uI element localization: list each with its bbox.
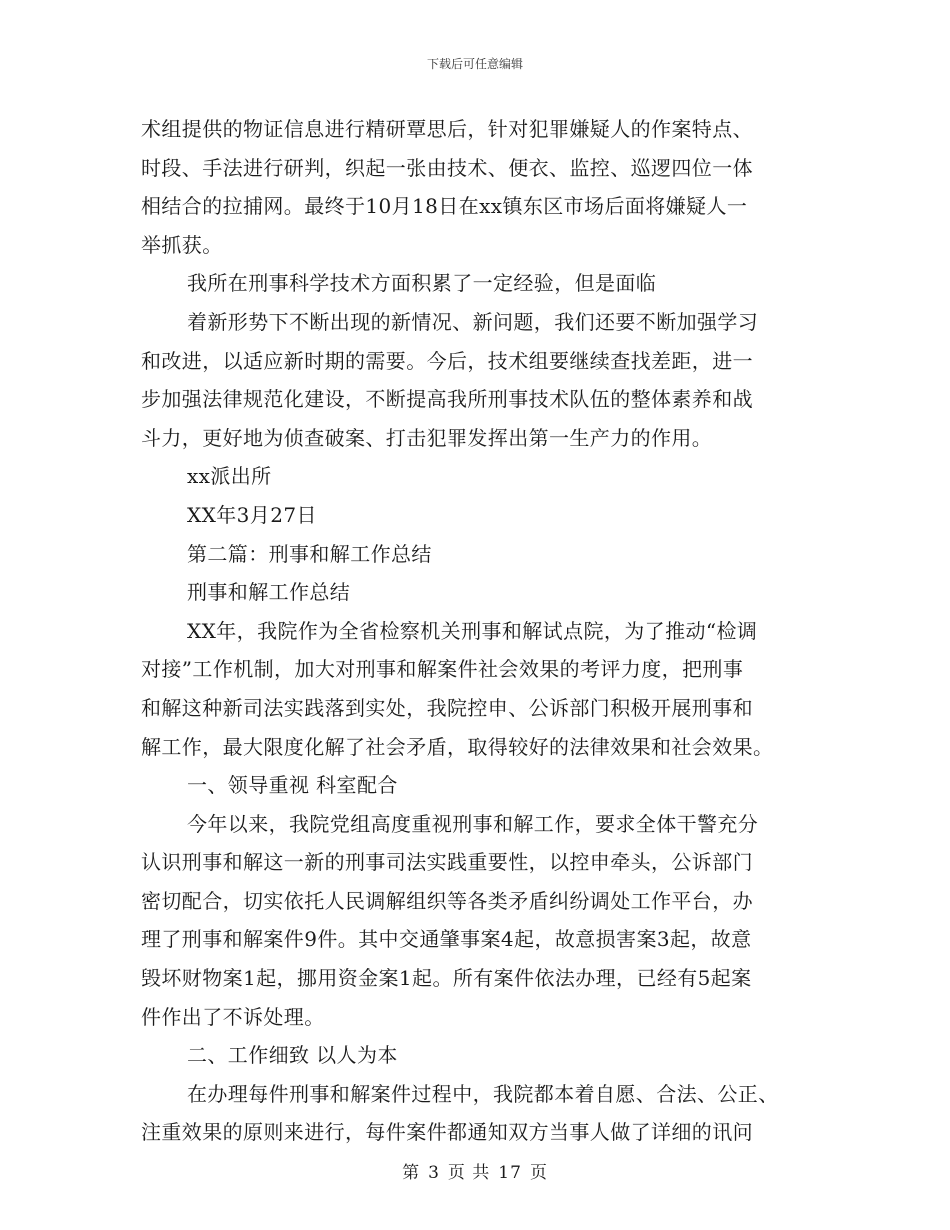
text-line: 在办理每件刑事和解案件过程中，我院都本着自愿、合法、公正、	[187, 1081, 779, 1106]
text-line: 着新形势下不断出现的新情况、新问题，我们还要不断加强学习	[187, 309, 759, 334]
text-line: 解工作，最大限度化解了社会矛盾，取得较好的法律效果和社会效果。	[141, 734, 774, 759]
text-line: 密切配合，切实依托人民调解组织等各类矛盾纠纷调处工作平台，办	[141, 888, 753, 913]
text-line: 注重效果的原则来进行，每件案件都通知双方当事人做了详细的讯问	[141, 1120, 753, 1145]
text-line: 斗力，更好地为侦查破案、打击犯罪发挥出第一生产力的作用。	[141, 425, 713, 450]
text-line: 第二篇：刑事和解工作总结	[187, 541, 432, 566]
text-line: 一、领导重视 科室配合	[187, 773, 398, 798]
text-line: XX年，我院作为全省检察机关刑事和解试点院，为了推动“检调	[187, 618, 758, 643]
text-line: 步加强法律规范化建设，不断提高我所刑事技术队伍的整体素养和战	[141, 387, 753, 412]
footer-prefix: 第	[402, 1163, 421, 1183]
text-line: 认识刑事和解这一新的刑事司法实践重要性，以控申牵头，公诉部门	[141, 850, 753, 875]
text-line: xx派出所	[187, 464, 272, 489]
text-line: 我所在刑事科学技术方面积累了一定经验，但是面临	[187, 271, 657, 296]
text-line: 举抓获。	[141, 232, 223, 257]
footer-middle: 页 共	[447, 1163, 491, 1183]
document-body	[141, 110, 811, 1152]
footer-current-page: 3	[428, 1163, 440, 1183]
text-line: 毁坏财物案1起，挪用资金案1起。所有案件依法办理，已经有5起案	[141, 966, 752, 991]
text-line: 件作出了不诉处理。	[141, 1004, 325, 1029]
text-line: 和解这种新司法实践落到实处，我院控申、公诉部门积极开展刑事和	[141, 695, 753, 720]
header-note: 下载后可任意编辑	[426, 57, 523, 71]
text-line: 和改进，以适应新时期的需要。今后，技术组要继续查找差距，进一	[141, 348, 753, 373]
text-line: XX年3月27日	[187, 502, 317, 527]
text-line: 今年以来，我院党组高度重视刑事和解工作，要求全体干警充分	[187, 811, 759, 836]
text-line: 术组提供的物证信息进行精研覃思后，针对犯罪嫌疑人的作案特点、	[141, 117, 753, 141]
page-footer	[0, 1158, 950, 1183]
text-line: 二、工作细致 以人为本	[187, 1043, 398, 1068]
footer-suffix: 页	[529, 1163, 548, 1183]
text-line: 时段、手法进行研判，织起一张由技术、便衣、监控、巡逻四位一体	[141, 155, 753, 180]
text-line: 对接”工作机制，加大对刑事和解案件社会效果的考评力度，把刑事	[141, 657, 744, 682]
footer-total-pages: 17	[498, 1163, 522, 1183]
text-line: 理了刑事和解案件9件。其中交通肇事案4起，故意损害案3起，故意	[141, 927, 752, 952]
text-line: 刑事和解工作总结	[187, 580, 351, 605]
text-line: 相结合的拉捕网。最终于10月18日在xx镇东区市场后面将嫌疑人一	[141, 194, 748, 219]
